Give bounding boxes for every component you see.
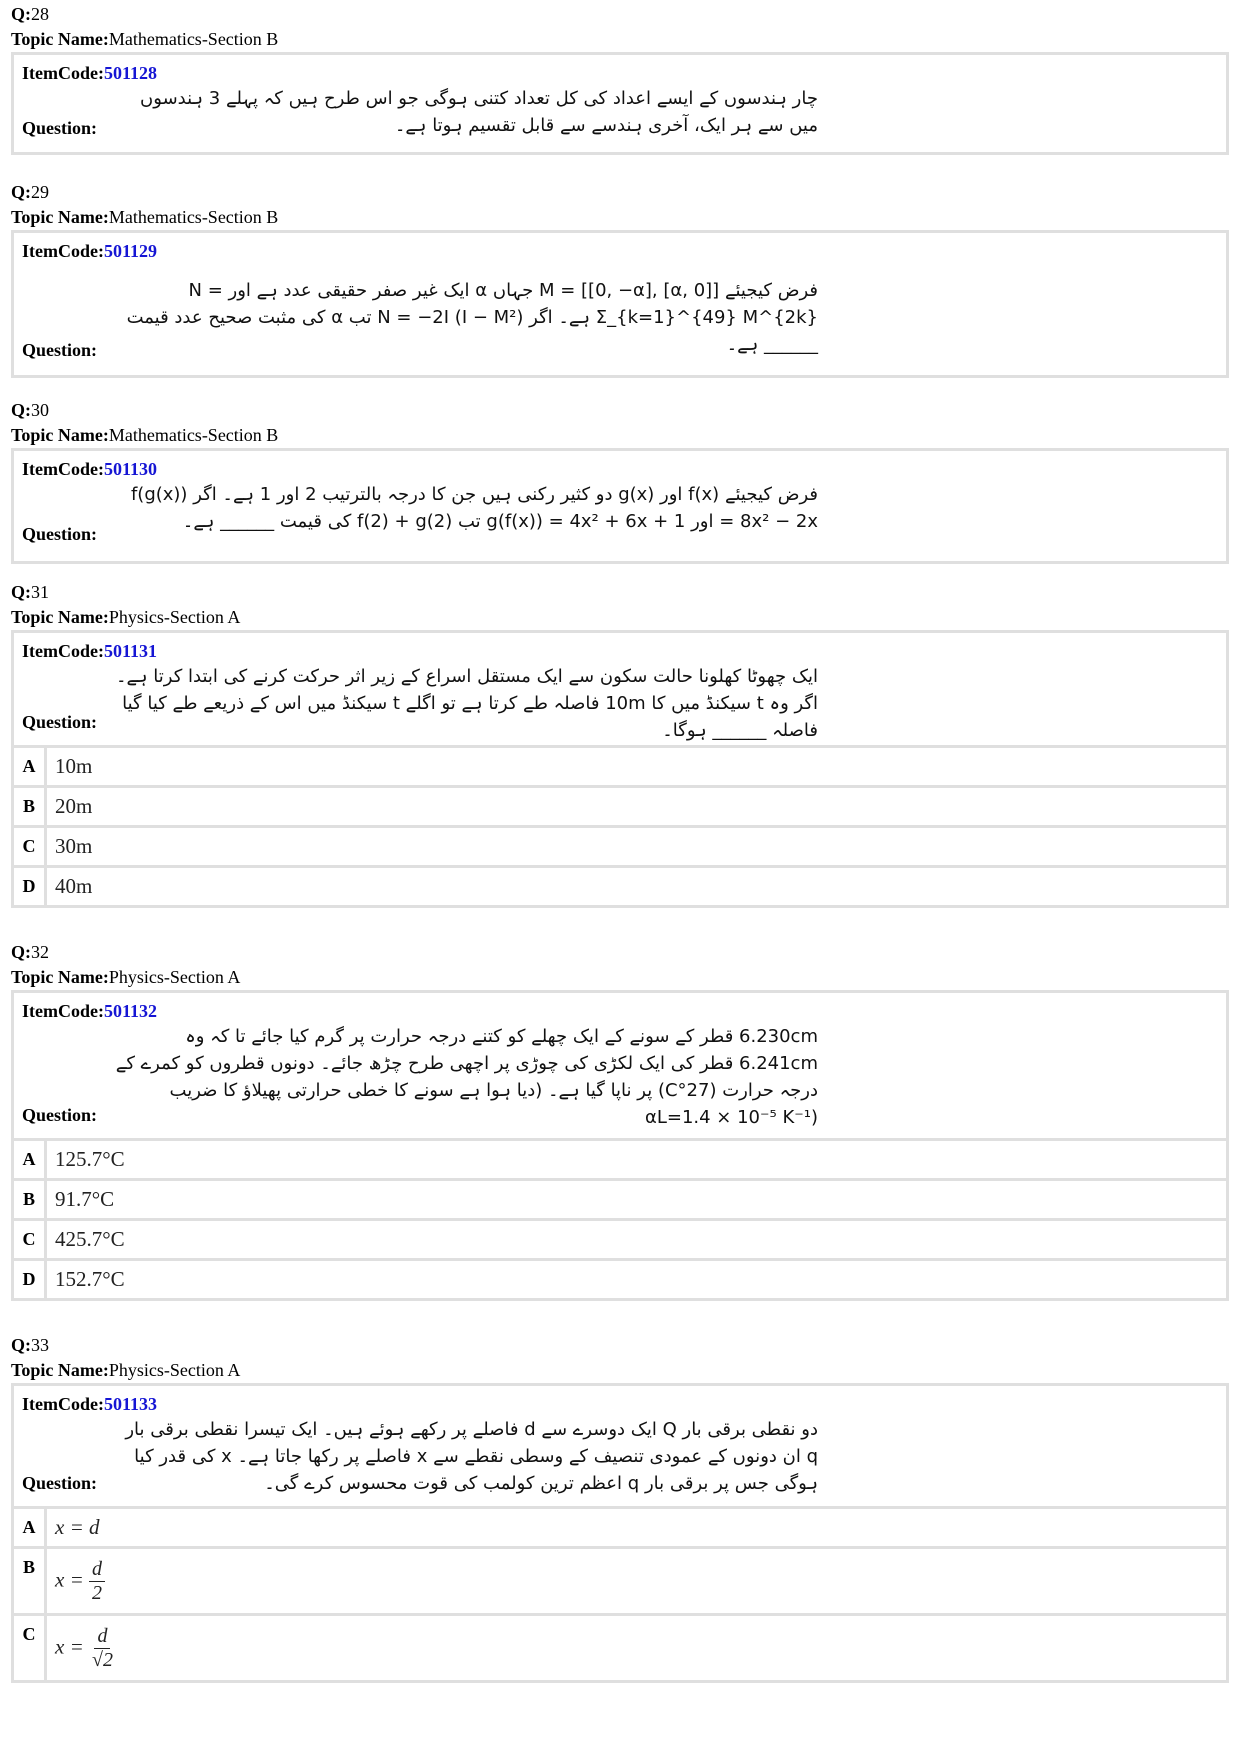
item-code: ItemCode:501133 [22,1394,157,1414]
option-b[interactable]: B x = $\frac{d}{2}$ [14,1549,1226,1616]
item-code: ItemCode:501132 [22,1001,157,1021]
option-a[interactable]: A 125.7°C [14,1141,1226,1181]
topic-line: Topic Name:Mathematics-Section B [11,207,279,227]
question-31 [11,580,1229,908]
question-label: Question: [22,118,98,138]
question-text: چار ہندسوں کے ایسے اعداد کی کل تعداد کتنی ہوگی جو اس طرح ہیں کہ پہلے 3 ہندسوں میں سے ہر ایک، آخری ہندسے سے قابل تقسیم ہوتا ہے۔ [140,88,818,136]
topic-line: Topic Name:Mathematics-Section B [11,29,279,49]
option-c[interactable]: C x = $\frac{d}{√2}$ [14,1616,1226,1680]
item-code: ItemCode:501130 [22,459,157,479]
option-c[interactable]: C 30m [14,828,1226,868]
question-text: دو نقطی برقی بار Q ایک دوسرے سے d فاصلے پر رکھے ہوئے ہیں۔ ایک تیسرا نقطی برقی بار q ان دونوں کے عمودی تنصیف کے وسطی نقطے سے x فاصلے پر رکھا جاتا ہے۔ x کی قدر کیا ہوگی جس پر برقی بار q اعظم ترین کولمب کی قوت محسوس کرے گی۔ [125,1419,818,1494]
option-d[interactable]: D 152.7°C [14,1261,1226,1298]
options-list [14,1506,1226,1680]
fraction: $\frac{d}{2}$ [89,1558,105,1605]
question-card [11,230,1229,378]
question-label: Question: [22,712,98,732]
question-label: Question: [22,340,98,360]
option-d[interactable]: D 40m [14,868,1226,905]
question-number-line: Q:32 [11,942,49,962]
question-30 [11,398,1229,564]
item-code: ItemCode:501131 [22,641,157,661]
topic-line: Topic Name:Physics-Section A [11,1360,241,1380]
question-number-line: Q:29 [11,182,49,202]
question-card [11,630,1229,908]
question-number-line: Q:28 [11,4,49,24]
options-list [14,1138,1226,1298]
options-list [14,745,1226,905]
fraction: $\frac{d}{√2}$ [92,1624,113,1671]
question-card [11,52,1229,155]
question-card [11,448,1229,564]
question-text: ایک چھوٹا کھلونا حالت سکون سے ایک مستقل اسراع کے زیر اثر حرکت کرنے کی ابتدا کرتا ہے۔ اگر وہ t سیکنڈ میں کا 10m فاصلہ طے کرتا ہے تو اگلے t سیکنڈ میں اس کے ذریعے طے کیا گیا فاصلہ ______ ہوگا۔ [115,666,818,741]
question-33 [11,1333,1229,1683]
topic-line: Topic Name:Mathematics-Section B [11,425,279,445]
question-number-line: Q:30 [11,400,49,420]
question-29 [11,180,1229,378]
question-number-line: Q:33 [11,1335,49,1355]
option-c[interactable]: C 425.7°C [14,1221,1226,1261]
question-32 [11,940,1229,1301]
question-card [11,1383,1229,1683]
topic-line: Topic Name:Physics-Section A [11,607,241,627]
option-a[interactable]: A x = d [14,1509,1226,1549]
option-b[interactable]: B 91.7°C [14,1181,1226,1221]
topic-line: Topic Name:Physics-Section A [11,967,241,987]
item-code: ItemCode:501128 [22,63,157,83]
question-label: Question: [22,1105,98,1125]
question-text: فرض کیجیئے M = [[0, −α], [α, 0]] جہاں α ایک غیر صفر حقیقی عدد ہے اور N = Σ_{k=1}^{49} M^{2k} ہے۔ اگر (I − M²) N = −2I تب α کی مثبت صحیح عدد قیمت ______ ہے۔ [126,280,818,355]
question-text: فرض کیجیئے f(x) اور g(x) دو کثیر رکنی ہیں جن کا درجہ بالترتیب 2 اور 1 ہے۔ اگر f(g(x)) = 8x² − 2x اور g(f(x)) = 4x² + 6x + 1 تب f(2) + g(2) کی قیمت ______ ہے۔ [130,484,818,532]
option-b[interactable]: B 20m [14,788,1226,828]
question-label: Question: [22,1473,98,1493]
question-text: 6.230cm قطر کے سونے کے ایک چھلے کو کتنے درجہ حرارت پر گرم کیا جائے تا کہ وہ 6.241cm قطر کی ایک لکڑی کی چوڑی پر اچھی طرح چڑھ جائے۔ دونوں قطروں کو کمرے کے درجہ حرارت (27°C) پر ناپا گیا ہے۔ (دیا ہوا ہے سونے کا خطی حرارتی پھیلاؤ کا ضریب (αL=1.4 × 10⁻⁵ K⁻¹ [115,1026,818,1128]
question-number-line: Q:31 [11,582,49,602]
item-code: ItemCode:501129 [22,241,157,261]
question-card [11,990,1229,1301]
option-a[interactable]: A 10m [14,748,1226,788]
question-28 [11,2,1229,155]
question-label: Question: [22,524,98,544]
